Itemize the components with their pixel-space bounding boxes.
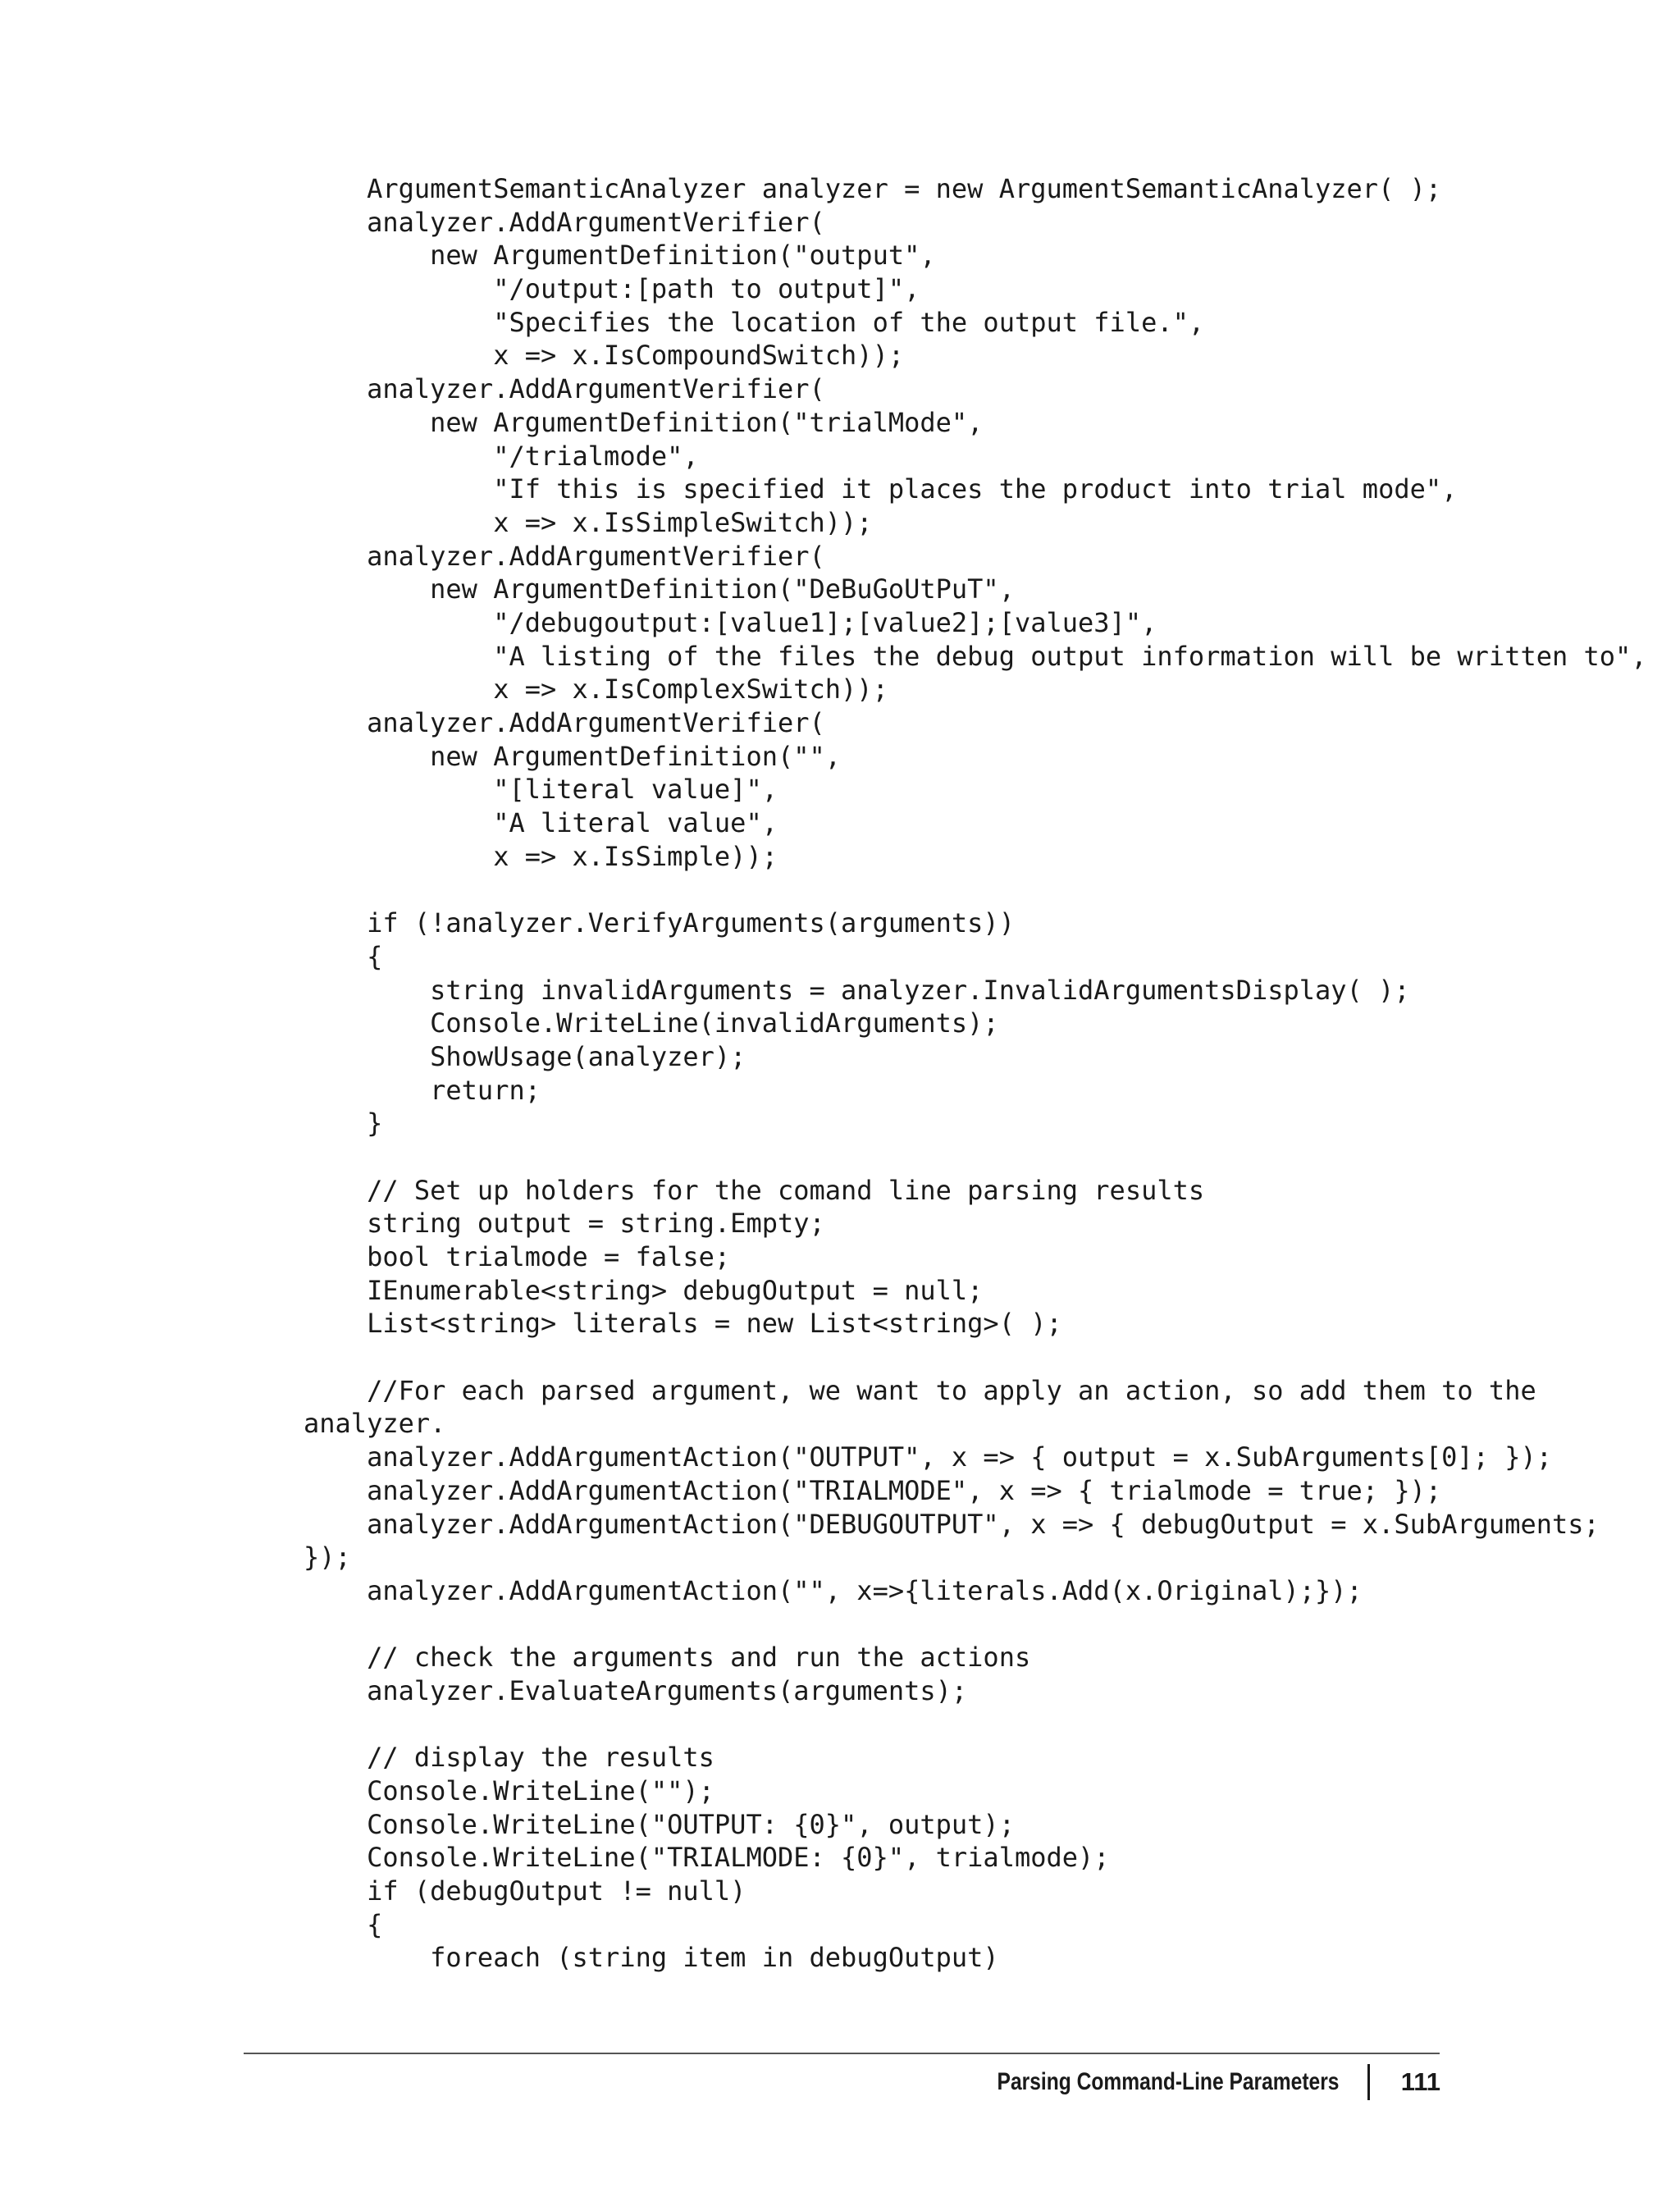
footer-section-title: Parsing Command-Line Parameters (997, 2068, 1340, 2095)
code-line: "/debugoutput:[value1];[value2];[value3]", (304, 606, 1157, 638)
code-line: "A listing of the files the debug output information will be written to", (304, 640, 1647, 672)
code-line: x => x.IsSimple)); (304, 840, 778, 872)
code-line: string output = string.Empty; (304, 1208, 825, 1240)
code-line: Console.WriteLine("TRIALMODE: {0}", trialmode); (304, 1842, 1110, 1874)
code-line: x => x.IsCompoundSwitch)); (304, 340, 905, 372)
page-number: 111 (1400, 2067, 1440, 2096)
code-line: analyzer. (304, 1408, 446, 1440)
code-listing (304, 172, 1647, 1975)
code-line: return; (304, 1074, 541, 1106)
code-line: { (304, 1908, 383, 1940)
code-line: ArgumentSemanticAnalyzer analyzer = new ArgumentSemanticAnalyzer( ); (304, 173, 1442, 204)
code-line: } (304, 1108, 383, 1140)
code-line: analyzer.AddArgumentVerifier( (304, 707, 825, 738)
code-line: "[literal value]", (304, 774, 778, 806)
code-line: new ArgumentDefinition("trialMode", (304, 406, 984, 438)
code-line: IEnumerable<string> debugOutput = null; (304, 1274, 984, 1306)
code-line: // Set up holders for the comand line parsing results (304, 1174, 1205, 1206)
code-line: if (debugOutput != null) (304, 1875, 746, 1907)
code-line: analyzer.AddArgumentAction("TRIALMODE", x => { trialmode = true; }); (304, 1474, 1442, 1506)
code-line: analyzer.AddArgumentVerifier( (304, 540, 825, 572)
code-line: foreach (string item in debugOutput) (304, 1942, 999, 1974)
code-line: }); (304, 1541, 351, 1573)
code-line: new ArgumentDefinition("DeBuGoUtPuT", (304, 573, 1015, 605)
code-line: ShowUsage(analyzer); (304, 1040, 746, 1072)
code-line (304, 1340, 1647, 1374)
code-line: { (304, 940, 383, 972)
code-line: bool trialmode = false; (304, 1241, 731, 1272)
code-line: analyzer.AddArgumentVerifier( (304, 206, 825, 238)
code-line: new ArgumentDefinition("", (304, 740, 842, 772)
code-line: Console.WriteLine(""); (304, 1775, 714, 1806)
code-line: Console.WriteLine("OUTPUT: {0}", output); (304, 1808, 1015, 1840)
code-line (304, 1140, 1647, 1174)
code-line: string invalidArguments = analyzer.InvalidArgumentsDisplay( ); (304, 974, 1410, 1006)
code-line: //For each parsed argument, we want to apply an action, so add them to the (304, 1374, 1536, 1406)
code-line (304, 1708, 1647, 1742)
code-line: "A literal value", (304, 807, 778, 839)
code-line: Console.WriteLine(invalidArguments); (304, 1007, 999, 1039)
code-line: List<string> literals = new List<string>( ); (304, 1308, 1062, 1340)
code-line: x => x.IsComplexSwitch)); (304, 674, 888, 706)
code-line (304, 1608, 1647, 1642)
code-line: analyzer.AddArgumentVerifier( (304, 373, 825, 405)
code-line: analyzer.EvaluateArguments(arguments); (304, 1674, 968, 1706)
code-line: "Specifies the location of the output file.", (304, 306, 1205, 338)
code-line: analyzer.AddArgumentAction("OUTPUT", x => { output = x.SubArguments[0]; }); (304, 1441, 1552, 1473)
code-line: // display the results (304, 1742, 714, 1774)
code-line (304, 873, 1647, 907)
footer-separator (1367, 2064, 1370, 2100)
footer-rule (244, 2053, 1440, 2054)
code-line: "/trialmode", (304, 440, 699, 472)
page-footer (922, 2058, 1440, 2107)
code-line: "If this is specified it places the product into trial mode", (304, 473, 1458, 505)
code-line: // check the arguments and run the actions (304, 1642, 1031, 1674)
code-line: analyzer.AddArgumentAction("", x=>{literals.Add(x.Original);}); (304, 1574, 1363, 1606)
code-line: "/output:[path to output]", (304, 273, 920, 305)
code-line: if (!analyzer.VerifyArguments(arguments)) (304, 907, 1015, 939)
code-line: new ArgumentDefinition("output", (304, 240, 936, 272)
code-line: analyzer.AddArgumentAction("DEBUGOUTPUT", x => { debugOutput = x.SubArguments; (304, 1508, 1600, 1540)
code-line: x => x.IsSimpleSwitch)); (304, 506, 873, 538)
